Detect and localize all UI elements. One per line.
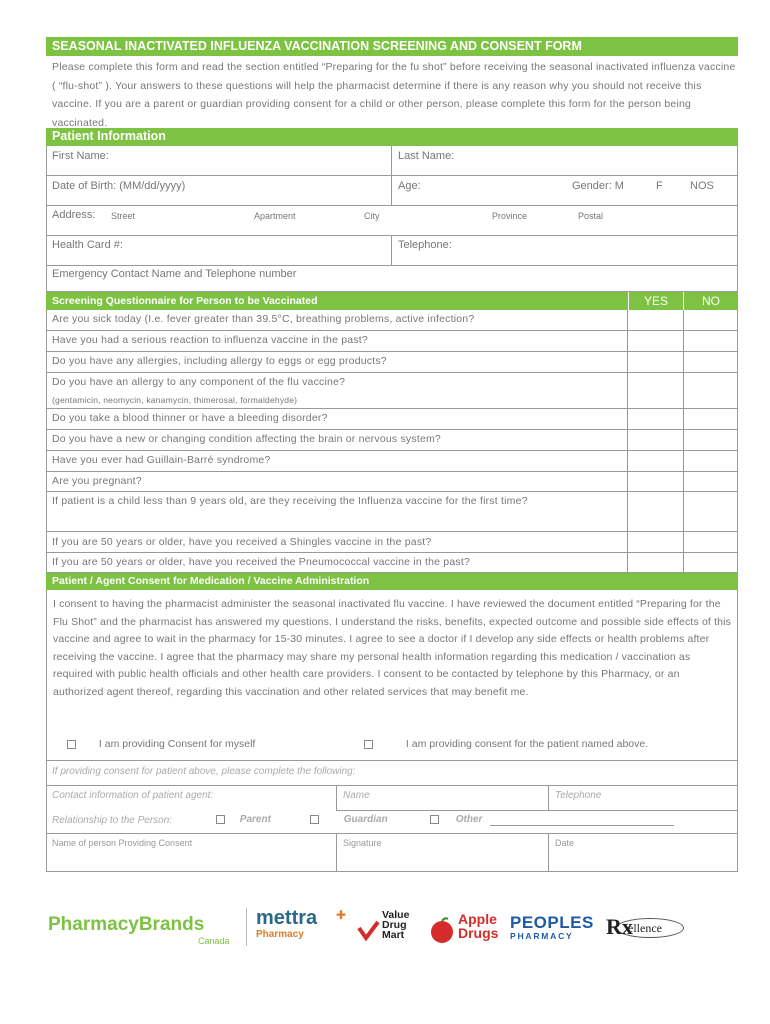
no-answer-cell[interactable] <box>684 492 738 532</box>
gender-f[interactable]: F <box>656 180 663 192</box>
gender-label: Gender: M <box>572 180 624 192</box>
agent-telephone-label: Telephone <box>555 790 602 801</box>
question-row: Do you have a new or changing condition affecting the brain or nervous system? <box>46 430 628 451</box>
divider-line <box>46 760 738 761</box>
first-name-field[interactable] <box>46 146 392 176</box>
flu-components-note: (gentamicin, neomycin, kanamycin, thimerosal, formaldehyde) <box>52 395 298 405</box>
address-label: Address: <box>52 209 96 221</box>
consent-text: I consent to having the pharmacist administer the seasonal inactivated flu vaccine. I have reviewed the document entitled “Preparing for the Flu Shot” and the pharmacist has answered my questions. I understand the risks, benefits, expected outcome and possible side effects of this vaccine and agree to wait in the pharmacy for 15-30 minutes. I agree to see a doctor if I develop any side effects or health problems after receiving the vaccine. I agree that the pharmacy may share my personal health information regarding this medication / vaccination as required with public health officials and other health care providers. I consent to be contacted by telephone by this Pharmacy, or an authorized agent thereof, regarding this vaccination and other related services that may benefit me. <box>53 598 732 698</box>
consent-self-checkbox[interactable] <box>67 740 76 749</box>
yes-answer-cell[interactable] <box>628 532 684 553</box>
parent-checkbox[interactable] <box>216 815 225 824</box>
question-row: Do you have any allergies, including allergy to eggs or egg products? <box>46 352 628 373</box>
date-field[interactable] <box>548 833 738 872</box>
guardian-label: Guardian <box>343 814 388 825</box>
intro-text: Please complete this form and read the section entitled “Preparing for the fu shot” before receiving the seasonal inactivated influenza vaccine ( “flu-shot” ). Your answers to these questions will help the pharmacist determine if there is any reason why you should not receive this vaccine. If you are a parent or guardian providing consent for a child or other person, please complete this form for the person being vaccinated. <box>52 61 736 129</box>
consent-header: Patient / Agent Consent for Medication / Vaccine Administration <box>46 573 738 590</box>
relationship-guardian-option[interactable] <box>310 814 388 825</box>
yes-header: YES <box>628 292 684 310</box>
patient-info-header: Patient Information <box>46 128 738 146</box>
telephone-field[interactable] <box>392 236 738 266</box>
health-card-field[interactable] <box>46 236 392 266</box>
consent-other-option[interactable] <box>364 738 648 750</box>
peoples-pharmacy-logo: PEOPLES PHARMACY <box>510 913 594 941</box>
apple-icon <box>428 916 456 944</box>
provider-name-label: Name of person Providing Consent <box>52 838 193 848</box>
no-answer-cell[interactable] <box>684 310 738 331</box>
yes-answer-cell[interactable] <box>628 472 684 492</box>
signature-field[interactable] <box>336 833 548 872</box>
relationship-other-option[interactable] <box>430 814 482 825</box>
consent-self-label: I am providing Consent for myself <box>98 738 256 750</box>
yes-answer-cell[interactable] <box>628 409 684 430</box>
telephone-label: Telephone: <box>398 239 452 251</box>
yes-answer-cell[interactable] <box>628 352 684 373</box>
no-answer-cell[interactable] <box>684 532 738 553</box>
dob-label: Date of Birth: (MM/dd/yyyy) <box>52 180 186 192</box>
postal-label: Postal <box>578 211 604 221</box>
no-answer-cell[interactable] <box>684 553 738 573</box>
province-label: Province <box>492 211 528 221</box>
question-row: Do you take a blood thinner or have a bleeding disorder? <box>46 409 628 430</box>
no-answer-cell[interactable] <box>684 409 738 430</box>
pharmacy-brands-logo: PharmacyBrands Canada <box>48 914 230 946</box>
screening-header: Screening Questionnaire for Person to be Vaccinated <box>52 295 318 307</box>
street-label: Street <box>111 211 136 221</box>
question-row: If you are 50 years or older, have you received a Shingles vaccine in the past? <box>46 532 628 553</box>
yes-answer-cell[interactable] <box>628 451 684 472</box>
last-name-label: Last Name: <box>398 150 455 162</box>
gender-nos[interactable]: NOS <box>690 180 714 192</box>
dob-field[interactable] <box>46 176 392 206</box>
yes-answer-cell[interactable] <box>628 492 684 532</box>
question-row: Do you have an allergy to any component of the flu vaccine? (gentamicin, neomycin, kanamycin, thimerosal, formaldehyde) <box>46 373 628 409</box>
question-row: Are you pregnant? <box>46 472 628 492</box>
question-row: If you are 50 years or older, have you received the Pneumococcal vaccine in the past? <box>46 553 628 573</box>
no-answer-cell[interactable] <box>684 430 738 451</box>
other-relationship-input[interactable] <box>490 825 674 826</box>
consent-self-option[interactable] <box>67 738 255 750</box>
provider-name-field[interactable] <box>46 833 336 872</box>
yes-answer-cell[interactable] <box>628 331 684 352</box>
no-answer-cell[interactable] <box>684 451 738 472</box>
health-card-label: Health Card #: <box>52 239 123 251</box>
relationship-label: Relationship to the Person: <box>52 815 173 826</box>
yes-answer-cell[interactable] <box>628 553 684 573</box>
date-label: Date <box>555 838 575 848</box>
question-row: Have you had a serious reaction to influenza vaccine in the past? <box>46 331 628 352</box>
consent-other-checkbox[interactable] <box>364 740 373 749</box>
guardian-checkbox[interactable] <box>310 815 319 824</box>
agent-name-label: Name <box>343 790 370 801</box>
agent-name-field[interactable] <box>336 785 548 811</box>
signature-label: Signature <box>343 838 382 848</box>
other-checkbox[interactable] <box>430 815 439 824</box>
question-row: Are you sick today (I.e. fever greater than 39.5°C, breathing problems, active infection? <box>46 310 628 331</box>
mettra-logo: mettra Pharmacy ✚ <box>256 907 347 940</box>
parent-label: Parent <box>239 814 271 825</box>
yes-answer-cell[interactable] <box>628 373 684 409</box>
agent-telephone-field[interactable] <box>548 785 738 811</box>
other-label: Other <box>455 814 483 825</box>
city-label: City <box>364 211 380 221</box>
agent-note: If providing consent for patient above, please complete the following: <box>52 766 356 777</box>
rxellence-logo: Rx ellence <box>606 914 684 940</box>
form-title: SEASONAL INACTIVATED INFLUENZA VACCINATION SCREENING AND CONSENT FORM <box>46 37 738 56</box>
yes-answer-cell[interactable] <box>628 310 684 331</box>
apartment-label: Apartment <box>254 211 296 221</box>
no-answer-cell[interactable] <box>684 373 738 409</box>
emergency-contact-field[interactable] <box>46 266 738 292</box>
logo-divider <box>246 908 247 946</box>
no-answer-cell[interactable] <box>684 472 738 492</box>
no-answer-cell[interactable] <box>684 352 738 373</box>
yes-answer-cell[interactable] <box>628 430 684 451</box>
consent-other-label: I am providing consent for the patient named above. <box>405 738 649 750</box>
question-row: If patient is a child less than 9 years old, are they receiving the Influenza vaccine for the first time? <box>46 492 628 532</box>
emergency-contact-label: Emergency Contact Name and Telephone number <box>52 268 297 280</box>
last-name-field[interactable] <box>392 146 738 176</box>
address-field[interactable] <box>46 206 738 236</box>
question-row: Have you ever had Guillain-Barré syndrome? <box>46 451 628 472</box>
relationship-parent-option[interactable] <box>216 814 271 825</box>
no-header: NO <box>702 294 720 308</box>
age-label: Age: <box>398 180 421 192</box>
first-name-label: First Name: <box>52 150 109 162</box>
check-icon <box>356 918 380 942</box>
age-gender-field[interactable] <box>392 176 738 206</box>
no-answer-cell[interactable] <box>684 331 738 352</box>
agent-contact-label: Contact information of patient agent: <box>52 790 214 801</box>
plus-icon: ✚ <box>336 908 347 922</box>
